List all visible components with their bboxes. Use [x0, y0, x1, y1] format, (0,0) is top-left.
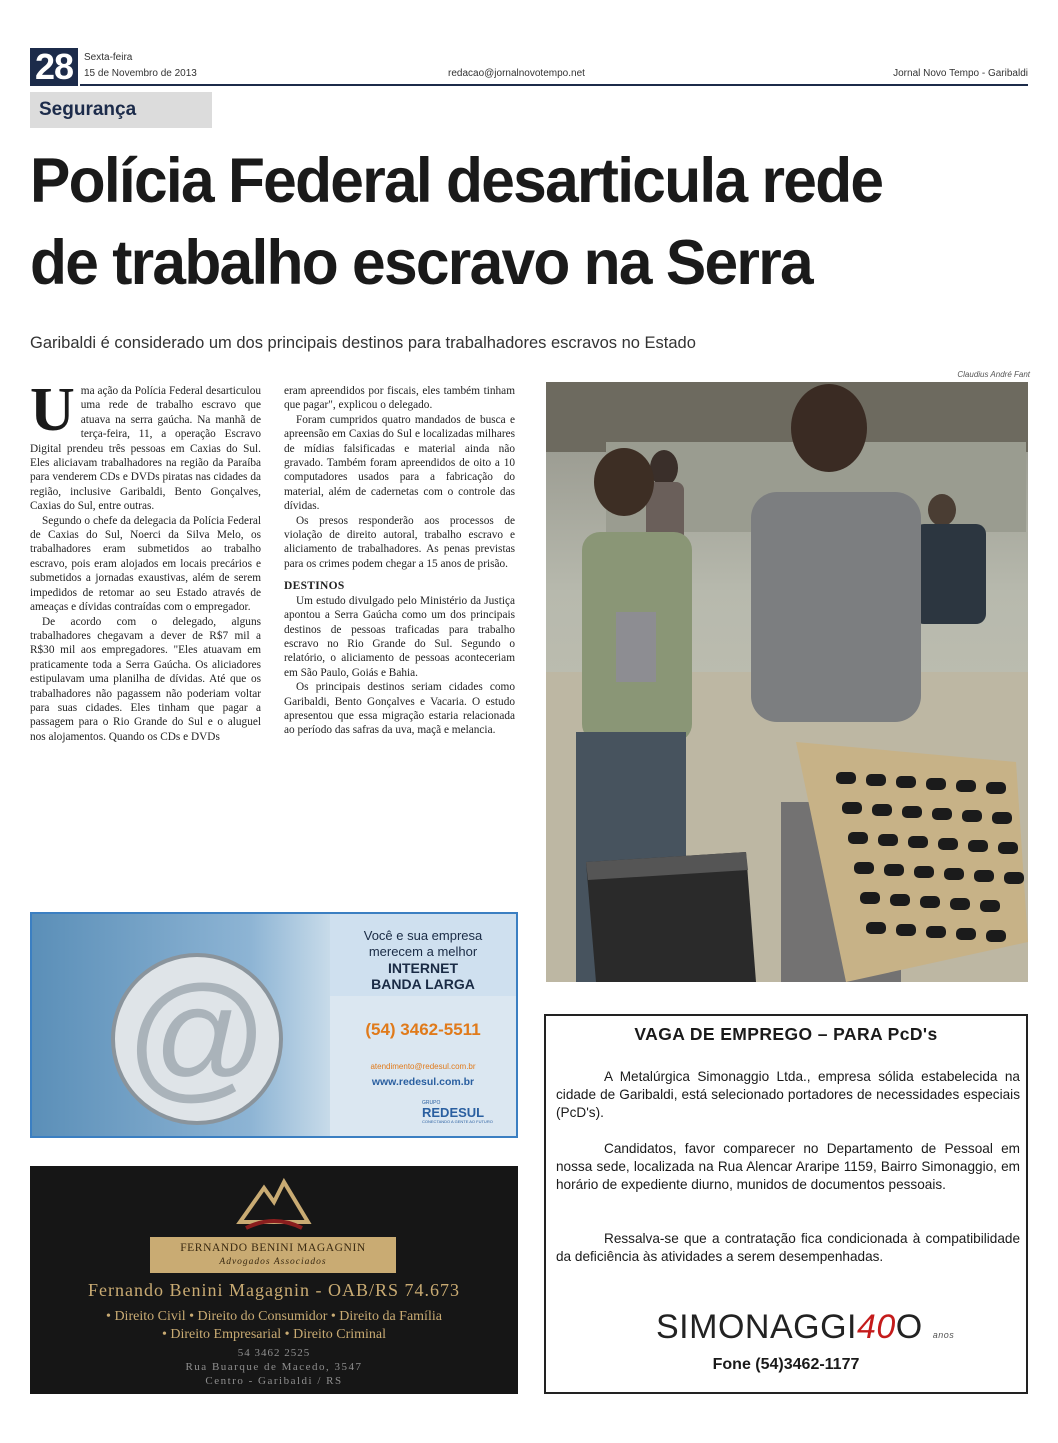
article-paragraph: Foram cumpridos quatro mandados de busca e apreensão em Caxias do Sul e localizadas milhares de mídias falsificadas e material ainda não gravado. Também foram apreendidos de oito a 10 computadores usados para a fabricação do material, além de cadernetas com o controle das dívidas. [284, 413, 515, 513]
redesul-logo-small: GRUPO [422, 1100, 441, 1106]
job-ad-paragraph-3: Ressalva-se que a contratação fica condicionada à compatibilidade da deficiência às atividades a serem desempenhadas. [556, 1231, 1020, 1264]
header-rule [80, 84, 1028, 86]
headline-line-2: de trabalho escravo na Serra [30, 228, 812, 298]
weekday: Sexta-feira [84, 52, 133, 63]
photo-illustration [546, 382, 1028, 982]
simonaggio-logo-o: O [895, 1308, 923, 1346]
law-office-ad[interactable] [30, 1166, 518, 1394]
law-phone[interactable]: 54 3462 2525 [237, 1347, 311, 1359]
svg-text:@: @ [125, 957, 269, 1114]
redesul-line-1: Você e sua empresa [363, 928, 483, 943]
contact-email[interactable]: redacao@jornalnovotempo.net [448, 68, 585, 79]
law-address-1: Rua Buarque de Macedo, 3547 [185, 1361, 363, 1373]
job-ad-phone[interactable]: Fone (54)3462-1177 [712, 1356, 860, 1373]
headline-line-1: Polícia Federal desarticula rede [30, 146, 883, 216]
redesul-website[interactable]: www.redesul.com.br [371, 1076, 475, 1088]
redesul-email[interactable]: atendimento@redesul.com.br [370, 1062, 476, 1071]
redesul-logo [422, 1100, 512, 1124]
article-column-1 [30, 376, 261, 744]
article-column-2 [284, 384, 515, 738]
page-number: 28 [30, 48, 78, 86]
article-paragraph: Os presos responderão aos processos de violação de direito autoral, trabalho escravo e aliciamento de trabalhadores. As penas previstas para os crimes podem chegar a 15 anos de prisão. [284, 514, 515, 570]
section-subheading: DESTINOS [284, 580, 345, 593]
job-vacancy-ad[interactable] [544, 1014, 1028, 1394]
subheadline: Garibaldi é considerado um dos principais destinos para trabalhadores escravos no Estado [30, 334, 696, 352]
headline [30, 140, 990, 304]
redesul-line-2: merecem a melhor [368, 944, 478, 959]
photo-credit: Claudius André Fant [957, 370, 1030, 379]
redesul-phone[interactable]: (54) 3462-5511 [365, 1020, 481, 1039]
article-paragraph: De acordo com o delegado, alguns trabalhadores chegavam a dever de R$7 mil a R$30 mil aos empregadores. "Eles atuavam em praticamente toda a Serra Gaúcha. Os aliciadores estipulavam uma planilha de dívidas. Até que os trabalhadores não pagassem não poderiam voltar para suas cidades. Eles tinham que pagar a passagem para o Rio Grande do Sul e o aluguel nos alojamentos. Quando os CDs e DVDs [30, 615, 261, 743]
article-paragraph: Segundo o chefe da delegacia da Polícia Federal de Caxias do Sul, Noerci da Silva Melo, os trabalhadores eram submetidos ao trabalho escravo, pois eram alojados em locais precários e submetidos a jornadas exaustivas, além de serem impedidos de retomar ao seu Estado através de ameaças e dívidas contraídas com o empregador. [30, 514, 261, 614]
redesul-logo-brand: REDESUL [422, 1105, 485, 1120]
article-paragraph: eram apreendidos por fiscais, eles também tinham que pagar", explicou o delegado. [284, 385, 515, 412]
simonaggio-logo [656, 1308, 956, 1347]
article-paragraph: Os principais destinos seriam cidades como Garibaldi, Bento Gonçalves e Vacaria. O estudo apresentou que essa migração estaria relacionada ao período das safras da uva, maçã e melancia. [284, 681, 515, 737]
section-tag: Segurança [30, 92, 212, 128]
simonaggio-logo-40: 40 [856, 1308, 896, 1346]
article-paragraph: Um estudo divulgado pelo Ministério da Justiça apontou a Serra Gaúcha como um dos principais destinos de pessoas traficadas para trabalho escravo no Rio Grande do Sul. Segundo o relatório, o aliciamento de pessoas aconteceriam em São Paulo, Goiás e Bahia. [284, 594, 515, 679]
law-plate-name: FERNANDO BENINI MAGAGNIN [180, 1242, 366, 1254]
at-sign-icon [92, 934, 302, 1134]
redesul-line-4: BANDA LARGA [371, 976, 475, 992]
job-ad-paragraph-2: Candidatos, favor comparecer no Departamento de Pessoal em nossa sede, localizada na Rua Alencar Araripe 1159, Bairro Simonaggio, em horário de expediente diurno, munidos de documentos pessoais. [556, 1141, 1020, 1192]
job-ad-paragraph-1: A Metalúrgica Simonaggio Ltda., empresa sólida estabelecida na cidade de Garibaldi, está selecionado portadores de necessidades especiais (PcD's). [556, 1069, 1020, 1120]
mountain-logo-icon [236, 1174, 312, 1234]
newspaper-name: Jornal Novo Tempo - Garibaldi [893, 68, 1028, 79]
law-name-oab: Fernando Benini Magagnin - OAB/RS 74.673 [88, 1280, 460, 1300]
job-ad-title: VAGA DE EMPREGO – PARA PcD's [634, 1024, 938, 1044]
redesul-headline [330, 928, 516, 992]
redesul-logo-tagline: CONECTANDO A GENTE AO FUTURO [422, 1119, 493, 1124]
law-address-2: Centro - Garibaldi / RS [205, 1375, 343, 1387]
redesul-line-3: INTERNET [388, 960, 458, 976]
law-plate-subtitle: Advogados Associados [219, 1257, 327, 1267]
article-photo [546, 382, 1028, 982]
simonaggio-logo-anos: anos [932, 1330, 955, 1340]
issue-date: 15 de Novembro de 2013 [84, 68, 197, 79]
law-areas-line-2: • Direito Empresarial • Direito Criminal [161, 1327, 387, 1342]
law-areas-line-1: • Direito Civil • Direito do Consumidor • Direito da Família [106, 1309, 442, 1324]
article-paragraph: Uma ação da Polícia Federal desarticulou uma rede de trabalho escravo que atuava na serra gaúcha. Na manhã de terça-feira, 11, a operação Escravo Digital prendeu três pessoas em Caxias do Sul. Eles aliciavam trabalhadores na região da Paraíba para venderem CDs e DVDs piratas nas cidades da região, inclusive Garibaldi, Bento Gonçalves, Caxias do Sul, entre outras. [30, 376, 261, 513]
simonaggio-logo-text: SIMONAGGI [656, 1308, 857, 1346]
drop-cap: U [30, 376, 75, 444]
redesul-ad[interactable] [30, 912, 518, 1138]
